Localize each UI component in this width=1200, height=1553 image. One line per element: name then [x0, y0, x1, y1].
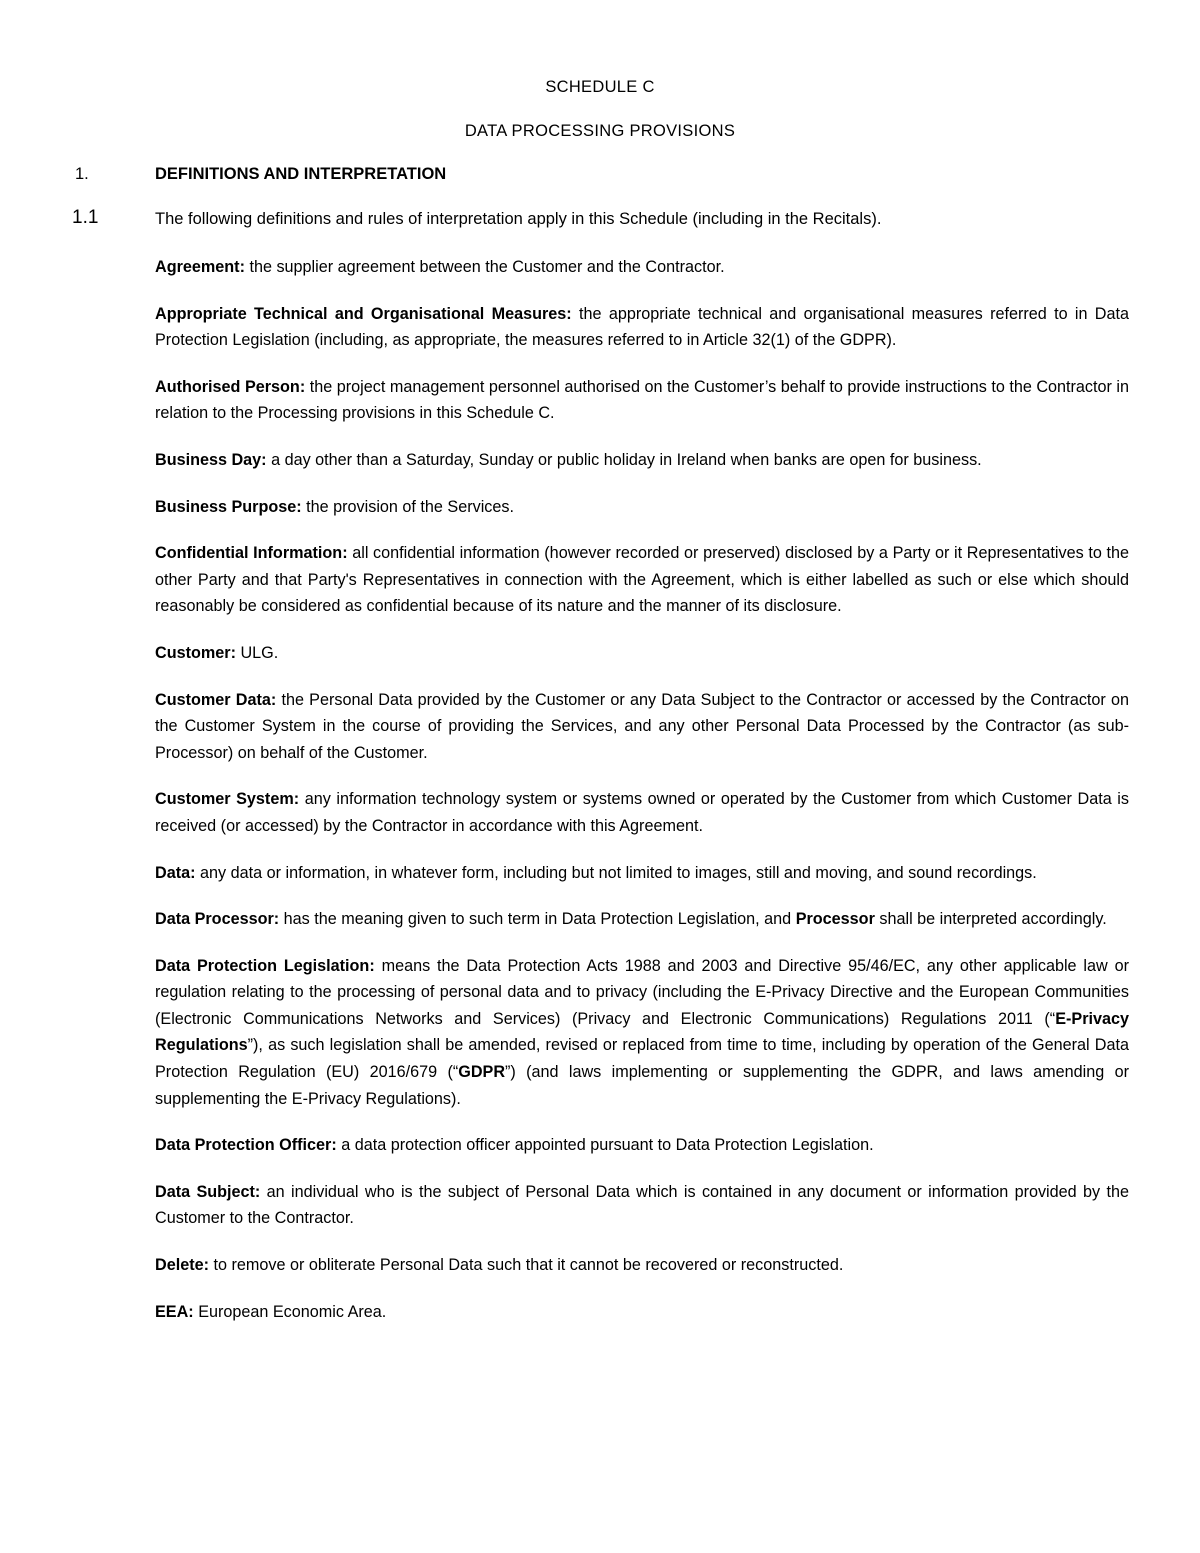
definition-term: Delete	[155, 1256, 204, 1275]
definition-text: any information technology system or systems owned or operated by the Customer from which Customer Data is received (or accessed) by the Contractor in accordance with this Agreement.	[155, 790, 1129, 835]
definition-data: Data: any data or information, in whatever form, including but not limited to images, still and moving, and sound recordings.	[155, 863, 1037, 882]
definition-text: ULG.	[240, 643, 279, 662]
definition-text: the project management personnel authorised on the Customer’s behalf to provide instructions to the Contractor in relation to the Processing provisions in this Schedule C.	[155, 377, 1130, 423]
definition-text: the appropriate technical and organisational measures referred to in Data Protection Legislation (including, as appropriate, the measures referred to in Article 32(1) of the GDPR).	[155, 304, 1130, 350]
definition-text: all confidential information (however recorded or preserved) disclosed by a Party or it Representatives to the other Party and that Party's Representatives in connection with the Agreement, which is either labelled as such or else which should reasonably be considered as confidential because of its nature and the manner of its disclosure.	[155, 544, 1129, 616]
definition-customer: Customer: ULG.	[155, 643, 279, 662]
definition-business-day: Business Day: a day other than a Saturday, Sunday or public holiday in Ireland when banks are open for business.	[155, 450, 982, 469]
definition-term: Authorised Person	[155, 377, 300, 396]
definition-text-continued: shall be interpreted accordingly.	[874, 910, 1107, 929]
definition-text: European Economic Area.	[198, 1302, 387, 1321]
definition-term: Data Subject	[155, 1182, 255, 1201]
definition-customer-data: Customer Data: the Personal Data provided by the Customer or any Data Subject to the Contractor or accessed by the Contractor on the Customer System in the course of providing the Services, and any other Personal Data Processed by the Contractor (as sub-Processor) on behalf of the Customer.	[155, 690, 1130, 762]
definition-term: Data Protection Officer	[155, 1136, 332, 1155]
definition-term: Data Processor	[155, 910, 274, 929]
definition-eea: EEA: European Economic Area.	[155, 1302, 387, 1321]
definition-data-subject: Data Subject: an individual who is the subject of Personal Data which is contained in any document or information provided by the Customer to the Contractor.	[155, 1182, 1129, 1228]
definitions-list	[155, 254, 1129, 1345]
definition-term: Data Protection Legislation	[155, 956, 370, 975]
definition-term: Confidential Information	[155, 544, 343, 563]
definition-customer-system: Customer System: any information technology system or systems owned or operated by the Customer from which Customer Data is received (or accessed) by the Contractor in accordance with this Agreement.	[155, 790, 1129, 835]
definition-authorised-person: Authorised Person: the project management personnel authorised on the Customer’s behalf to provide instructions to the Contractor in relation to the Processing provisions in this Schedule C.	[155, 377, 1130, 423]
definition-text-continued: ”) (and laws implementing or supplementing the GDPR, and laws amending or supplementing the E-Privacy Regulations).	[155, 1063, 1129, 1108]
definition-data-protection-legislation: Data Protection Legislation: means the Data Protection Acts 1988 and 2003 and Directive 95/46/EC, any other applicable law or regulation relating to the processing of personal data and to privacy (including the E-Privacy Directive and the European Communities (Electronic Communications Networks and Services) (Privacy and Electronic Communications) Regulations 2011 (“E-Privacy Regulations”), as such legislation shall be amended, revised or replaced from time to time, including by operation of the General Data Protection Regulation (EU) 2016/679 (“GDPR”) (and laws implementing or supplementing the GDPR, and laws amending or supplementing the E-Privacy Regulations).	[155, 956, 1129, 1108]
definition-text: a day other than a Saturday, Sunday or public holiday in Ireland when banks are open for business.	[271, 450, 982, 469]
definition-text-continued: ”), as such legislation shall be amended, revised or replaced from time to time, including by operation of the General Data Protection Regulation (EU) 2016/679 (“	[155, 1036, 1129, 1082]
clause-text: The following definitions and rules of interpretation apply in this Schedule (including in the Recitals).	[155, 210, 882, 228]
section-number: 1.	[75, 165, 89, 183]
definition-term: Business Day	[155, 450, 262, 469]
definition-text: means the Data Protection Acts 1988 and 2003 and Directive 95/46/EC, any other applicable law or regulation relating to the processing of personal data and to privacy (including the E-Privacy Directive and the European Communities (Electronic Communications Networks and Services) (Privacy and Electronic Communications) Regulations 2011 (“	[155, 956, 1129, 1028]
definition-appropriate-measures: Appropriate Technical and Organisational Measures: the appropriate technical and organisational measures referred to in Data Protection Legislation (including, as appropriate, the measures referred to in Article 32(1) of the GDPR).	[155, 304, 1130, 350]
inline-defined-term: Processor	[795, 910, 875, 929]
definition-term: EEA	[155, 1302, 189, 1321]
definition-term: Customer	[155, 643, 231, 662]
definition-term: Appropriate Technical and Organisational Measures	[155, 304, 567, 323]
definition-agreement: Agreement: the supplier agreement between the Customer and the Contractor.	[155, 258, 725, 276]
definition-delete: Delete: to remove or obliterate Personal Data such that it cannot be recovered or reconstructed.	[155, 1256, 844, 1275]
definition-text: the Personal Data provided by the Customer or any Data Subject to the Contractor or accessed by the Contractor on the Customer System in the course of providing the Services, and any other Personal Data Processed by the Contractor (as sub-Processor) on behalf of the Customer.	[155, 690, 1130, 762]
definition-data-processor: Data Processor: has the meaning given to such term in Data Protection Legislation, and Processor shall be interpreted accordingly.	[155, 910, 1107, 929]
definition-text: an individual who is the subject of Personal Data which is contained in any document or information provided by the Customer to the Contractor.	[155, 1182, 1129, 1228]
definition-term: Customer Data	[155, 690, 271, 709]
definition-text: the supplier agreement between the Customer and the Contractor.	[249, 258, 725, 276]
definition-text: to remove or obliterate Personal Data such that it cannot be recovered or reconstructed.	[213, 1256, 844, 1275]
definition-term: Data	[155, 863, 191, 882]
section-title: DEFINITIONS AND INTERPRETATION	[155, 165, 447, 183]
definition-text: a data protection officer appointed pursuant to Data Protection Legislation.	[341, 1136, 874, 1155]
schedule-title: SCHEDULE C	[545, 78, 655, 96]
inline-defined-term: GDPR	[458, 1063, 506, 1082]
definition-text: any data or information, in whatever form, including but not limited to images, still and moving, and sound recordings.	[199, 863, 1037, 882]
definition-term: Business Purpose	[155, 497, 297, 516]
clause-number: 1.1	[72, 207, 99, 228]
definition-text: the provision of the Services.	[306, 497, 514, 516]
definition-term: Agreement	[155, 258, 240, 276]
definition-data-protection-officer: Data Protection Officer: a data protection officer appointed pursuant to Data Protection Legislation.	[155, 1136, 874, 1155]
schedule-subtitle: DATA PROCESSING PROVISIONS	[464, 122, 736, 140]
definition-term: Customer System	[155, 790, 294, 809]
definition-text: has the meaning given to such term in Data Protection Legislation, and	[283, 910, 796, 929]
definition-business-purpose: Business Purpose: the provision of the Services.	[155, 497, 514, 516]
definition-confidential-information: Confidential Information: all confidential information (however recorded or preserved) disclosed by a Party or it Representatives to the other Party and that Party's Representatives in connection with the Agreement, which is either labelled as such or else which should reasonably be considered as confidential because of its nature and the manner of its disclosure.	[155, 544, 1129, 616]
inline-defined-term: E-Privacy Regulations	[155, 1009, 1129, 1055]
